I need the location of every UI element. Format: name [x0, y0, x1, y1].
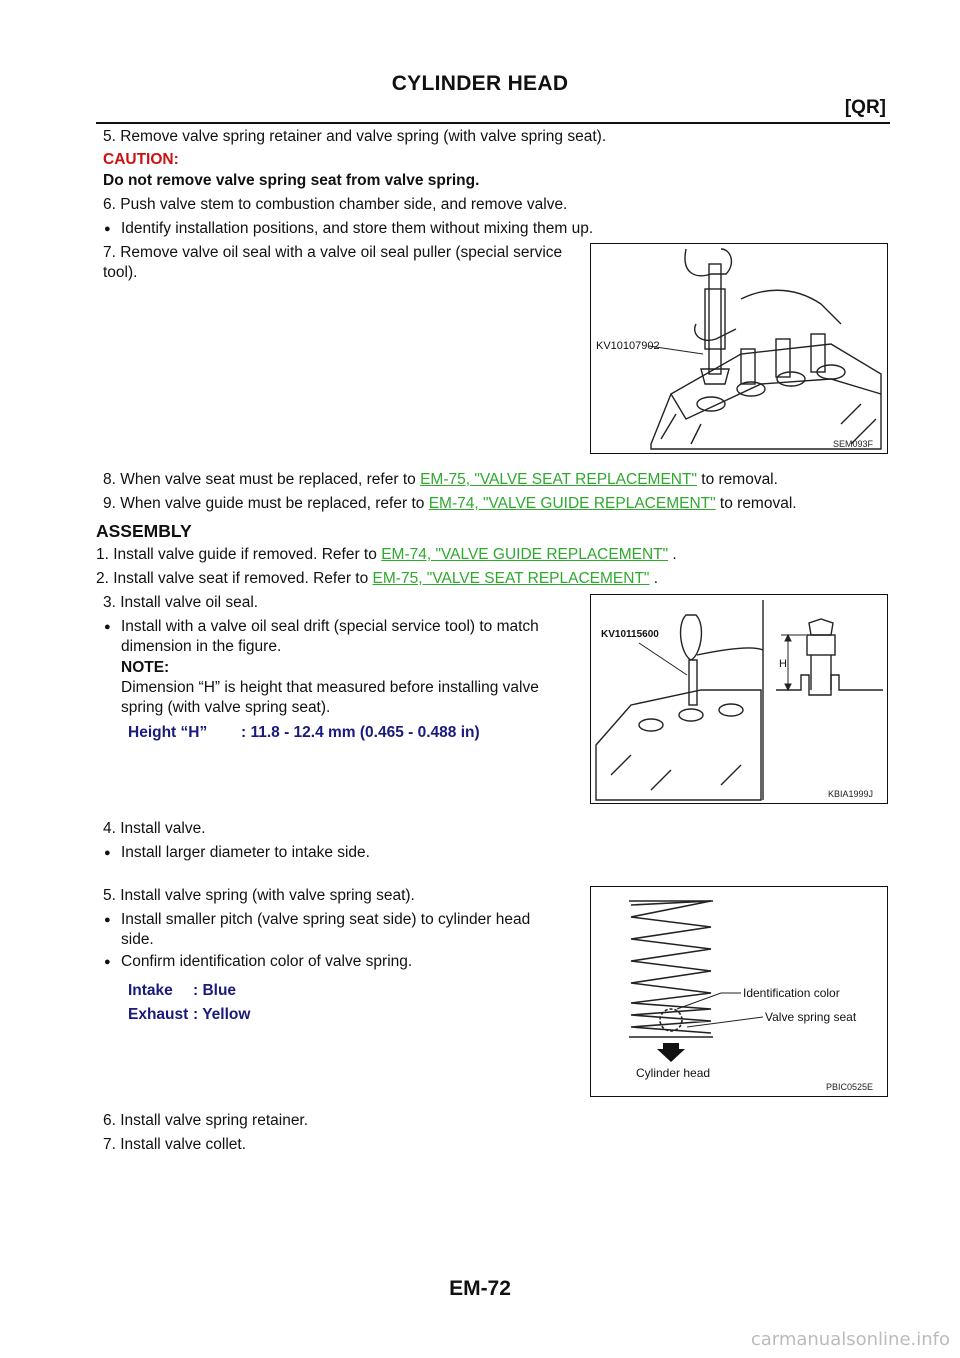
fig2-tool-label: KV10115600 [601, 629, 659, 640]
assembly-step-1-post: . [672, 546, 677, 563]
figure-3-drawing [591, 887, 887, 1096]
spec-height-value: : 11.8 - 12.4 mm (0.465 - 0.488 in) [241, 724, 480, 741]
link-valve-guide-replacement[interactable]: EM-74, "VALVE GUIDE REPLACEMENT" [428, 495, 716, 512]
intake-value: : Blue [193, 982, 237, 999]
assembly-step-4: 4. Install valve. [103, 820, 206, 837]
step-8-post: to removal. [701, 471, 778, 488]
link-valve-seat-replacement[interactable]: EM-75, "VALVE SEAT REPLACEMENT" [420, 471, 697, 488]
fig1-code: SEM093F [832, 439, 873, 449]
note-line1: Dimension “H” is height that measured before installing valve [121, 679, 539, 696]
exhaust-value: : Yellow [193, 1006, 251, 1023]
caution-label: CAUTION: [103, 151, 179, 168]
figure-valve-spring [590, 886, 888, 1097]
page-title: CYLINDER HEAD [391, 72, 569, 95]
assembly-step-2-text: 2. Install valve seat if removed. Refer to [96, 570, 369, 587]
assembly-step-1-text: 1. Install valve guide if removed. Refer to [96, 546, 377, 563]
header-divider [96, 122, 890, 124]
fig3-label-identification-color: Identification color [743, 986, 840, 1000]
link-assembly-valve-guide[interactable]: EM-74, "VALVE GUIDE REPLACEMENT" [381, 546, 669, 563]
step-9-text: 9. When valve guide must be replaced, refer to [103, 495, 425, 512]
note-label: NOTE: [121, 659, 170, 676]
assembly-step-3-bullet-line2: dimension in the figure. [121, 638, 282, 655]
caution-text: Do not remove valve spring seat from valve spring. [103, 172, 480, 189]
assembly-step-1 [96, 545, 677, 565]
assembly-step-6: 6. Install valve spring retainer. [103, 1112, 309, 1129]
page-number: EM-72 [449, 1277, 511, 1300]
intake-label: Intake [128, 982, 173, 999]
assembly-step-3: 3. Install valve oil seal. [103, 594, 259, 611]
assembly-step-7: 7. Install valve collet. [103, 1136, 247, 1153]
fig2-code: KBIA1999J [827, 789, 873, 799]
fig3-code: PBIC0525E [825, 1082, 873, 1092]
fig3-label-valve-spring-seat: Valve spring seat [765, 1010, 857, 1024]
exhaust-label: Exhaust [128, 1006, 189, 1023]
figure-2-drawing [591, 595, 887, 803]
assembly-step-5-bullet-line2: side. [121, 931, 154, 948]
assembly-step-5: 5. Install valve spring (with valve spring seat). [103, 887, 415, 904]
fig3-label-cylinder-head: Cylinder head [636, 1066, 711, 1080]
spec-height-label: Height “H” [128, 724, 208, 741]
step-8-text: 8. When valve seat must be replaced, refer to [103, 471, 416, 488]
figure-1-drawing [591, 244, 887, 453]
figure-valve-oil-seal-drift [590, 594, 888, 804]
step-9-post: to removal. [719, 495, 797, 512]
fig1-tool-label: KV10107902 [596, 340, 660, 352]
engine-code: [QR] [844, 97, 886, 118]
step-9-valve-guide [103, 494, 797, 514]
watermark: carmanualsonline.info [750, 1329, 950, 1350]
step-6-push-valve: 6. Push valve stem to combustion chamber side, and remove valve. [103, 196, 568, 213]
figure-valve-oil-seal-puller [590, 243, 888, 454]
assembly-step-4-bullet: ● Install larger diameter to intake side. [121, 843, 370, 863]
step-8-valve-seat [103, 470, 778, 490]
section-heading-assembly: ASSEMBLY [96, 521, 192, 541]
step-7-line1: 7. Remove valve oil seal with a valve oil seal puller (special service [103, 244, 563, 261]
step-7-line2: tool). [103, 264, 138, 281]
step-5-remove-retainer: 5. Remove valve spring retainer and valve spring (with valve spring seat). [103, 128, 607, 145]
link-assembly-valve-seat[interactable]: EM-75, "VALVE SEAT REPLACEMENT" [372, 570, 650, 587]
assembly-step-5-bullet-2: ● Confirm identification color of valve spring. [121, 952, 412, 972]
assembly-step-5-bullet-line1: ● Install smaller pitch (valve spring seat side) to cylinder head [121, 910, 530, 930]
step-6-bullet: ● Identify installation positions, and store them without mixing them up. [121, 219, 593, 239]
assembly-step-2 [96, 569, 658, 589]
assembly-step-2-post: . [653, 570, 659, 587]
note-line2: spring (with valve spring seat). [121, 699, 331, 716]
fig2-dimension-h: H [779, 658, 787, 670]
assembly-step-3-bullet-line1: ● Install with a valve oil seal drift (special service tool) to match [121, 617, 539, 637]
